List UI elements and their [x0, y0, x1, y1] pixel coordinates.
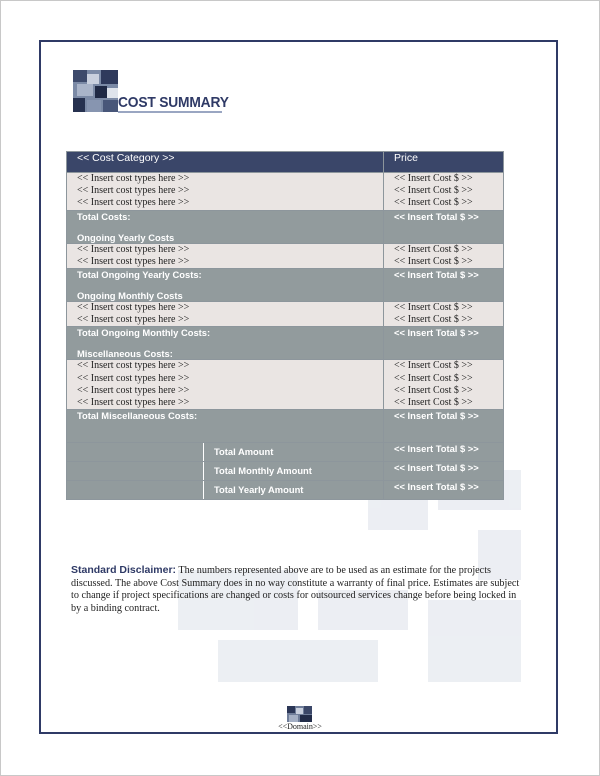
cost-type-item: << Insert cost types here >>	[77, 185, 190, 197]
cost-prices-cell	[384, 360, 504, 410]
summary-left-cell	[67, 443, 384, 462]
cost-type-item: << Insert cost types here >>	[77, 384, 190, 396]
cost-items-cell	[67, 243, 384, 268]
total-value-cell	[384, 327, 504, 360]
cost-price-item: << Insert Cost $ >>	[394, 397, 473, 409]
title-underline	[118, 111, 222, 113]
section-heading	[77, 431, 373, 442]
footer-domain: <<Domain>>	[278, 722, 322, 731]
total-label-cell	[67, 327, 384, 360]
table-header-row	[67, 152, 504, 173]
summary-label: Total Monthly Amount	[214, 465, 312, 477]
document-title: COST SUMMARY	[118, 94, 229, 111]
cost-price-item: << Insert Cost $ >>	[394, 173, 473, 184]
total-value-cell	[384, 210, 504, 243]
footer-logo-icon	[287, 706, 312, 722]
total-row	[67, 210, 504, 243]
summary-blank	[67, 462, 204, 480]
summary-row	[67, 481, 504, 500]
disclaimer	[71, 564, 521, 615]
total-row	[67, 410, 504, 443]
cost-prices-cell	[384, 302, 504, 327]
cost-price-item: << Insert Cost $ >>	[394, 302, 473, 314]
total-value-cell	[384, 269, 504, 302]
summary-left	[67, 443, 383, 461]
summary-value: << Insert Total $ >>	[384, 462, 504, 481]
summary-left	[67, 462, 383, 480]
summary-blank	[67, 481, 204, 499]
disclaimer-text: The numbers represented above are to be used as an estimate for the projects discussed. The above Cost Summary does in no way constitute a warranty of final price. Estimates are subject to change if project specifications are changed or costs for outsourced services change before being locked in by a binding contract.	[71, 565, 520, 614]
summary-value: << Insert Total $ >>	[384, 443, 504, 462]
summary-left	[67, 481, 383, 499]
disclaimer-label: Standard Disclaimer:	[71, 564, 177, 576]
cost-items-row	[67, 173, 504, 211]
total-value: << Insert Total $ >>	[394, 410, 479, 422]
cost-price-item: << Insert Cost $ >>	[394, 185, 473, 197]
cost-price-item: << Insert Cost $ >>	[394, 243, 473, 255]
summary-left-cell	[67, 481, 384, 500]
total-row	[67, 327, 504, 360]
section-heading: Ongoing Monthly Costs	[77, 290, 183, 302]
cost-items-cell	[67, 173, 384, 211]
cost-type-item: << Insert cost types here >>	[77, 372, 190, 384]
total-label-cell	[67, 269, 384, 302]
cost-type-item: << Insert cost types here >>	[77, 302, 190, 314]
cost-price-item: << Insert Cost $ >>	[394, 314, 473, 326]
column-header-price: Price	[384, 152, 504, 173]
total-label: Total Miscellaneous Costs:	[77, 410, 198, 422]
cost-price-item: << Insert Cost $ >>	[394, 360, 473, 372]
summary-row	[67, 443, 504, 462]
cost-items-cell	[67, 360, 384, 410]
column-header-category: << Cost Category >>	[67, 152, 384, 173]
cost-prices-cell	[384, 243, 504, 268]
cost-type-item: << Insert cost types here >>	[77, 314, 190, 326]
total-label: Total Ongoing Monthly Costs:	[77, 327, 211, 339]
total-label: Total Costs:	[77, 210, 131, 222]
cost-price-item: << Insert Cost $ >>	[394, 372, 473, 384]
cost-prices-cell	[384, 173, 504, 211]
logo-mosaic-icon	[73, 70, 118, 112]
total-row	[67, 269, 504, 302]
cost-items-cell	[67, 302, 384, 327]
cost-type-item: << Insert cost types here >>	[77, 243, 190, 255]
summary-label: Total Yearly Amount	[214, 484, 304, 496]
total-value-cell	[384, 410, 504, 443]
cost-items-row	[67, 243, 504, 268]
total-label-cell	[67, 410, 384, 443]
summary-row	[67, 462, 504, 481]
total-value: << Insert Total $ >>	[394, 269, 479, 281]
cost-price-item: << Insert Cost $ >>	[394, 255, 473, 267]
summary-blank	[67, 443, 204, 461]
cost-type-item: << Insert cost types here >>	[77, 197, 190, 209]
summary-label: Total Amount	[214, 446, 274, 458]
cost-summary-table	[66, 151, 504, 500]
cost-type-item: << Insert cost types here >>	[77, 255, 190, 267]
total-label: Total Ongoing Yearly Costs:	[77, 269, 202, 281]
cost-items-row	[67, 302, 504, 327]
total-value: << Insert Total $ >>	[394, 210, 479, 222]
cost-type-item: << Insert cost types here >>	[77, 173, 190, 184]
cost-type-item: << Insert cost types here >>	[77, 360, 190, 372]
cost-price-item: << Insert Cost $ >>	[394, 197, 473, 209]
cost-price-item: << Insert Cost $ >>	[394, 384, 473, 396]
section-heading: Miscellaneous Costs:	[77, 348, 173, 360]
section-heading: Ongoing Yearly Costs	[77, 231, 175, 243]
cost-type-item: << Insert cost types here >>	[77, 397, 190, 409]
cost-items-row	[67, 360, 504, 410]
total-label-cell	[67, 210, 384, 243]
summary-left-cell	[67, 462, 384, 481]
summary-value: << Insert Total $ >>	[384, 481, 504, 500]
total-value: << Insert Total $ >>	[394, 327, 479, 339]
